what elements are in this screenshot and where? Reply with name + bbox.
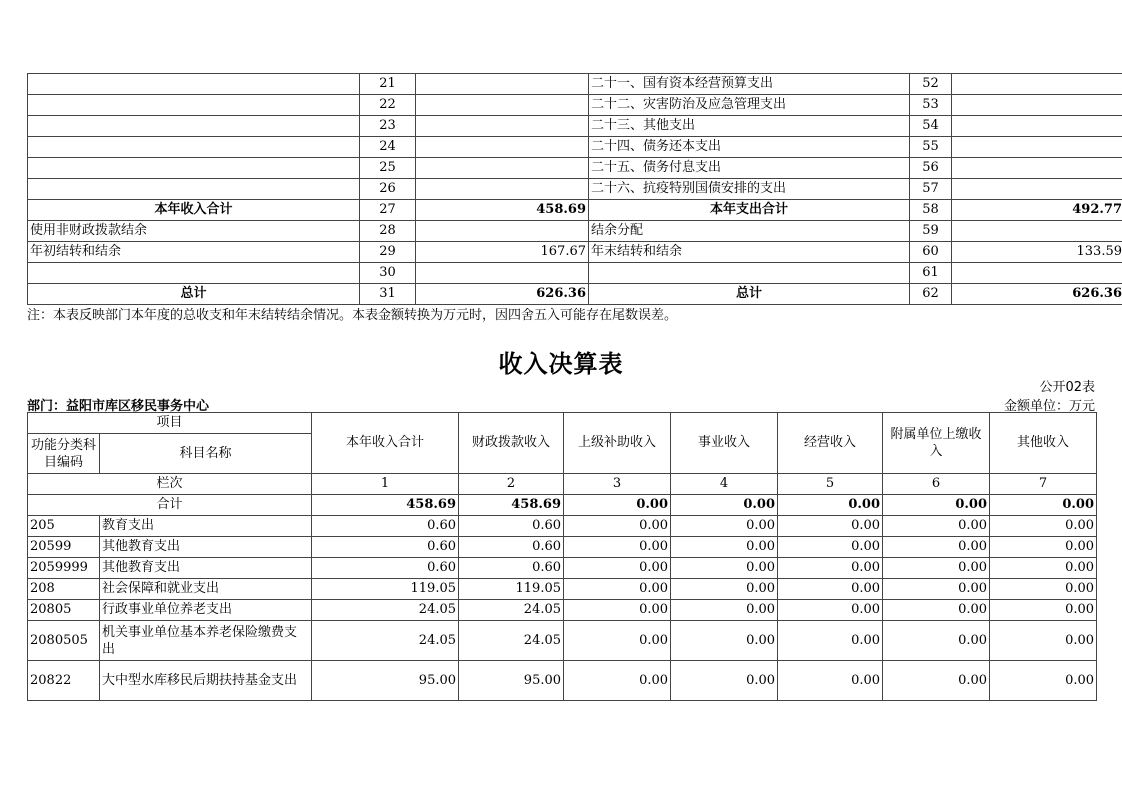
expense-item-label: 二十四、债务还本支出 (589, 137, 910, 158)
total-value: 0.00 (778, 495, 883, 516)
table-row (28, 537, 1097, 558)
col-number: 3 (564, 474, 671, 495)
total-value: 458.69 (312, 495, 459, 516)
table-note: 注：本表反映部门本年度的总收支和年末结转结余情况。本表金额转换为万元时，因四舍五入可能存在尾数误差。 (27, 308, 678, 323)
income-item-label (28, 74, 360, 95)
table-row (28, 600, 1097, 621)
amount-cell: 0.00 (564, 661, 671, 701)
table-row (28, 200, 1122, 221)
row-number: 21 (360, 74, 416, 95)
income-item-label (28, 95, 360, 116)
income-amount (416, 95, 589, 116)
amount-cell: 0.00 (990, 661, 1097, 701)
amount-cell: 0.00 (883, 661, 990, 701)
row-number: 30 (360, 263, 416, 284)
table-row (28, 158, 1122, 179)
total-value: 0.00 (671, 495, 778, 516)
income-item-label: 本年收入合计 (28, 200, 360, 221)
row-number: 58 (910, 200, 952, 221)
expense-amount (952, 158, 1122, 179)
subject-code: 20805 (28, 600, 100, 621)
amount-cell: 0.00 (990, 579, 1097, 600)
col-header-7: 其他收入 (990, 413, 1097, 474)
expense-amount (952, 74, 1122, 95)
expense-amount: 133.59 (952, 242, 1122, 263)
row-number: 28 (360, 221, 416, 242)
row-number: 23 (360, 116, 416, 137)
row-number: 22 (360, 95, 416, 116)
expense-amount (952, 116, 1122, 137)
expense-item-label: 结余分配 (589, 221, 910, 242)
row-number: 31 (360, 284, 416, 305)
amount-cell: 0.00 (990, 537, 1097, 558)
amount-cell: 0.60 (459, 537, 564, 558)
total-value: 0.00 (564, 495, 671, 516)
amount-cell: 0.00 (564, 621, 671, 661)
amount-cell: 0.00 (778, 621, 883, 661)
amount-cell: 0.00 (883, 621, 990, 661)
row-number: 54 (910, 116, 952, 137)
expense-amount (952, 95, 1122, 116)
row-number: 26 (360, 179, 416, 200)
row-number: 55 (910, 137, 952, 158)
row-number: 52 (910, 74, 952, 95)
income-amount (416, 74, 589, 95)
income-amount (416, 221, 589, 242)
table-row (28, 579, 1097, 600)
income-item-label: 使用非财政拨款结余 (28, 221, 360, 242)
amount-cell: 0.00 (883, 579, 990, 600)
income-amount (416, 179, 589, 200)
subject-name: 教育支出 (100, 516, 312, 537)
table-row (28, 242, 1122, 263)
income-amount (416, 263, 589, 284)
amount-cell: 0.00 (671, 621, 778, 661)
amount-cell: 0.00 (564, 516, 671, 537)
income-amount: 458.69 (416, 200, 589, 221)
row-number: 56 (910, 158, 952, 179)
amount-cell: 0.00 (671, 558, 778, 579)
subject-code: 20599 (28, 537, 100, 558)
table-row (28, 74, 1122, 95)
expense-item-label: 二十三、其他支出 (589, 116, 910, 137)
table-row (28, 179, 1122, 200)
row-number: 24 (360, 137, 416, 158)
department-label: 部门：益阳市库区移民事务中心 (27, 399, 210, 414)
subject-code: 2080505 (28, 621, 100, 661)
expense-amount (952, 221, 1122, 242)
amount-cell: 0.00 (671, 516, 778, 537)
amount-cell: 0.00 (778, 579, 883, 600)
col-header-5: 经营收入 (778, 413, 883, 474)
amount-cell: 95.00 (312, 661, 459, 701)
col-number: 7 (990, 474, 1097, 495)
amount-cell: 24.05 (459, 621, 564, 661)
amount-cell: 0.00 (564, 558, 671, 579)
row-number: 59 (910, 221, 952, 242)
expense-item-label: 二十五、债务付息支出 (589, 158, 910, 179)
col-number: 4 (671, 474, 778, 495)
subject-code: 208 (28, 579, 100, 600)
table-tag: 公开02表 (1039, 380, 1095, 395)
amount-cell: 0.00 (564, 579, 671, 600)
amount-cell: 0.00 (990, 621, 1097, 661)
row-number: 53 (910, 95, 952, 116)
income-amount (416, 137, 589, 158)
expense-item-label: 本年支出合计 (589, 200, 910, 221)
income-item-label: 总计 (28, 284, 360, 305)
subject-name: 其他教育支出 (100, 537, 312, 558)
col-number-label: 栏次 (28, 474, 312, 495)
income-amount (416, 158, 589, 179)
income-item-label: 年初结转和结余 (28, 242, 360, 263)
header-item: 项目 (28, 413, 312, 434)
header-code: 功能分类科目编码 (28, 434, 100, 474)
subject-name: 大中型水库移民后期扶持基金支出 (100, 661, 312, 701)
total-value: 0.00 (883, 495, 990, 516)
col-header-6: 附属单位上缴收入 (883, 413, 990, 474)
row-number: 27 (360, 200, 416, 221)
amount-cell: 0.00 (990, 558, 1097, 579)
row-number: 29 (360, 242, 416, 263)
col-number: 2 (459, 474, 564, 495)
table-row (28, 516, 1097, 537)
income-item-label (28, 116, 360, 137)
income-table (27, 412, 1097, 701)
table-row (28, 263, 1122, 284)
amount-unit: 金额单位：万元 (1003, 399, 1095, 414)
subject-code: 20822 (28, 661, 100, 701)
income-amount: 167.67 (416, 242, 589, 263)
income-item-label (28, 263, 360, 284)
amount-cell: 0.00 (671, 537, 778, 558)
expense-amount (952, 263, 1122, 284)
amount-cell: 0.00 (778, 516, 883, 537)
amount-cell: 0.60 (459, 516, 564, 537)
amount-cell: 119.05 (459, 579, 564, 600)
amount-cell: 0.00 (778, 537, 883, 558)
amount-cell: 119.05 (312, 579, 459, 600)
col-number: 5 (778, 474, 883, 495)
subject-name: 机关事业单位基本养老保险缴费支出 (100, 621, 312, 661)
row-number: 25 (360, 158, 416, 179)
income-amount: 626.36 (416, 284, 589, 305)
expense-amount: 626.36 (952, 284, 1122, 305)
expense-item-label (589, 263, 910, 284)
col-number: 1 (312, 474, 459, 495)
income-item-label (28, 137, 360, 158)
row-number: 60 (910, 242, 952, 263)
amount-cell: 0.00 (883, 516, 990, 537)
table-row (28, 221, 1122, 242)
row-number: 62 (910, 284, 952, 305)
col-header-4: 事业收入 (671, 413, 778, 474)
page-title: 收入决算表 (498, 350, 624, 378)
row-number: 57 (910, 179, 952, 200)
expense-amount (952, 179, 1122, 200)
amount-cell: 0.00 (778, 600, 883, 621)
col-header-1: 本年收入合计 (312, 413, 459, 474)
total-value: 0.00 (990, 495, 1097, 516)
expense-amount (952, 137, 1122, 158)
amount-cell: 0.00 (671, 661, 778, 701)
expense-item-label: 年末结转和结余 (589, 242, 910, 263)
table-row (28, 284, 1122, 305)
amount-cell: 24.05 (312, 600, 459, 621)
balance-table (27, 73, 1122, 305)
income-item-label (28, 179, 360, 200)
amount-cell: 0.60 (312, 537, 459, 558)
amount-cell: 0.00 (883, 558, 990, 579)
subject-name: 其他教育支出 (100, 558, 312, 579)
amount-cell: 24.05 (312, 621, 459, 661)
table-row (28, 95, 1122, 116)
income-amount (416, 116, 589, 137)
amount-cell: 0.60 (312, 558, 459, 579)
amount-cell: 0.60 (312, 516, 459, 537)
amount-cell: 0.00 (564, 537, 671, 558)
subject-code: 205 (28, 516, 100, 537)
expense-item-label: 二十二、灾害防治及应急管理支出 (589, 95, 910, 116)
amount-cell: 0.00 (990, 516, 1097, 537)
amount-cell: 0.00 (671, 600, 778, 621)
table-row (28, 137, 1122, 158)
total-label: 合计 (28, 495, 312, 516)
expense-item-label: 二十一、国有资本经营预算支出 (589, 74, 910, 95)
subject-code: 2059999 (28, 558, 100, 579)
expense-amount: 492.77 (952, 200, 1122, 221)
amount-cell: 95.00 (459, 661, 564, 701)
amount-cell: 0.60 (459, 558, 564, 579)
col-header-3: 上级补助收入 (564, 413, 671, 474)
income-item-label (28, 158, 360, 179)
expense-item-label: 二十六、抗疫特别国债安排的支出 (589, 179, 910, 200)
amount-cell: 0.00 (564, 600, 671, 621)
col-header-2: 财政拨款收入 (459, 413, 564, 474)
table-row (28, 621, 1097, 661)
amount-cell: 0.00 (671, 579, 778, 600)
header-name: 科目名称 (100, 434, 312, 474)
amount-cell: 0.00 (778, 661, 883, 701)
subject-name: 行政事业单位养老支出 (100, 600, 312, 621)
table-row (28, 558, 1097, 579)
amount-cell: 0.00 (883, 537, 990, 558)
table-row (28, 661, 1097, 701)
total-value: 458.69 (459, 495, 564, 516)
amount-cell: 0.00 (990, 600, 1097, 621)
expense-item-label: 总计 (589, 284, 910, 305)
amount-cell: 0.00 (778, 558, 883, 579)
col-number: 6 (883, 474, 990, 495)
amount-cell: 0.00 (883, 600, 990, 621)
row-number: 61 (910, 263, 952, 284)
subject-name: 社会保障和就业支出 (100, 579, 312, 600)
amount-cell: 24.05 (459, 600, 564, 621)
table-row (28, 116, 1122, 137)
